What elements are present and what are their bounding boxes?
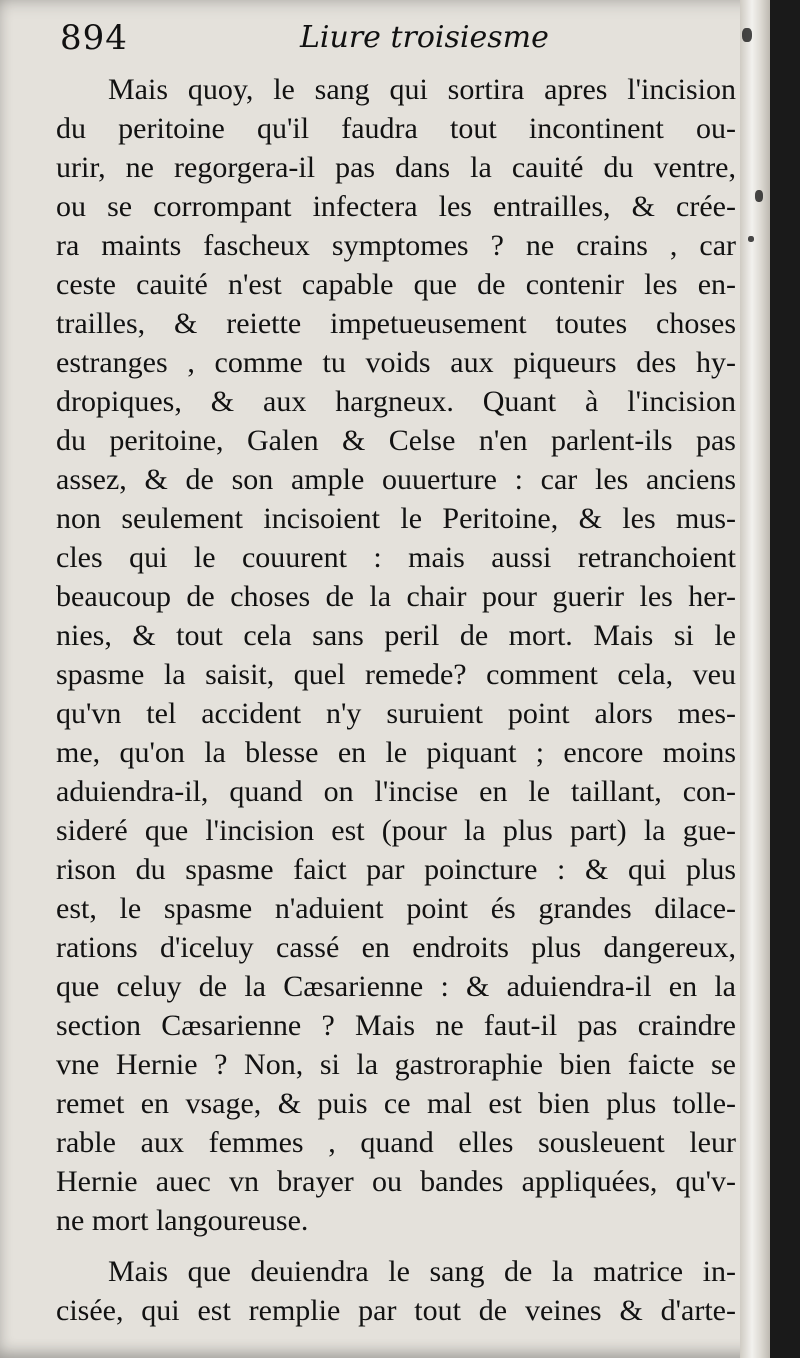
text-line: vne Hernie ? Non, si la gastroraphie bien faicte se bbox=[56, 1048, 736, 1081]
text-line: assez, & de son ample ouuerture : car les anciens bbox=[56, 463, 736, 496]
body-text bbox=[56, 70, 736, 1330]
text-line: rison du spasme faict par poincture : & qui plus bbox=[56, 853, 736, 886]
page-edge bbox=[740, 0, 770, 1358]
text-line: rable aux femmes , quand elles sousleuent leur bbox=[56, 1126, 736, 1159]
text-line: qu'vn tel accident n'y suruient point alors mes- bbox=[56, 697, 736, 730]
text-line: spasme la saisit, quel remede? comment cela, veu bbox=[56, 658, 736, 691]
text-line: non seulement incisoient le Peritoine, & les mus- bbox=[56, 502, 736, 535]
text-line: du peritoine, Galen & Celse n'en parlent-ils pas bbox=[56, 424, 736, 457]
text-line: urir, ne regorgera-il pas dans la cauité du ventre, bbox=[56, 151, 736, 184]
text-line: ceste cauité n'est capable que de contenir les en- bbox=[56, 268, 736, 301]
text-line: section Cæsarienne ? Mais ne faut-il pas craindre bbox=[56, 1009, 736, 1042]
text-line: rations d'iceluy cassé en endroits plus dangereux, bbox=[56, 931, 736, 964]
text-line: Mais que deuiendra le sang de la matrice in- bbox=[108, 1255, 736, 1288]
ink-blot bbox=[748, 236, 754, 242]
text-line: sideré que l'incision est (pour la plus part) la gue- bbox=[56, 814, 736, 847]
text-line: aduiendra-il, quand on l'incise en le taillant, con- bbox=[56, 775, 736, 808]
paragraph bbox=[56, 70, 736, 1240]
paragraph-gap bbox=[56, 1240, 736, 1252]
page-header bbox=[60, 14, 740, 62]
text-line: trailles, & reiette impetueusement toutes choses bbox=[56, 307, 736, 340]
text-line: ou se corrompant infectera les entrailles, & crée- bbox=[56, 190, 736, 223]
text-line: ne mort langoureuse. bbox=[56, 1204, 309, 1237]
ink-blot bbox=[755, 190, 763, 202]
text-line: me, qu'on la blesse en le piquant ; encore moins bbox=[56, 736, 736, 769]
text-line: beaucoup de choses de la chair pour guerir les her- bbox=[56, 580, 736, 613]
text-line: Mais quoy, le sang qui sortira apres l'incision bbox=[108, 73, 736, 106]
text-line: Hernie auec vn brayer ou bandes appliquées, qu'v- bbox=[56, 1165, 736, 1198]
text-line: ra maints fascheux symptomes ? ne crains , car bbox=[56, 229, 736, 262]
text-line: est, le spasme n'aduient point és grandes dilace- bbox=[56, 892, 736, 925]
text-line: nies, & tout cela sans peril de mort. Mais si le bbox=[56, 619, 736, 652]
text-line: estranges , comme tu voids aux piqueurs des hy- bbox=[56, 346, 736, 379]
text-line: dropiques, & aux hargneux. Quant à l'incision bbox=[56, 385, 736, 418]
running-head: Liure troisiesme bbox=[300, 20, 549, 55]
paragraph bbox=[56, 1252, 736, 1330]
page-number: 894 bbox=[60, 18, 128, 58]
ink-blot bbox=[742, 28, 752, 42]
text-line: cles qui le couurent : mais aussi retranchoient bbox=[56, 541, 736, 574]
text-line: cisée, qui est remplie par tout de veines & d'arte- bbox=[56, 1294, 736, 1327]
text-line: du peritoine qu'il faudra tout incontinent ou- bbox=[56, 112, 736, 145]
text-line: remet en vsage, & puis ce mal est bien plus tolle- bbox=[56, 1087, 736, 1120]
text-line: que celuy de la Cæsarienne : & aduiendra-il en la bbox=[56, 970, 736, 1003]
